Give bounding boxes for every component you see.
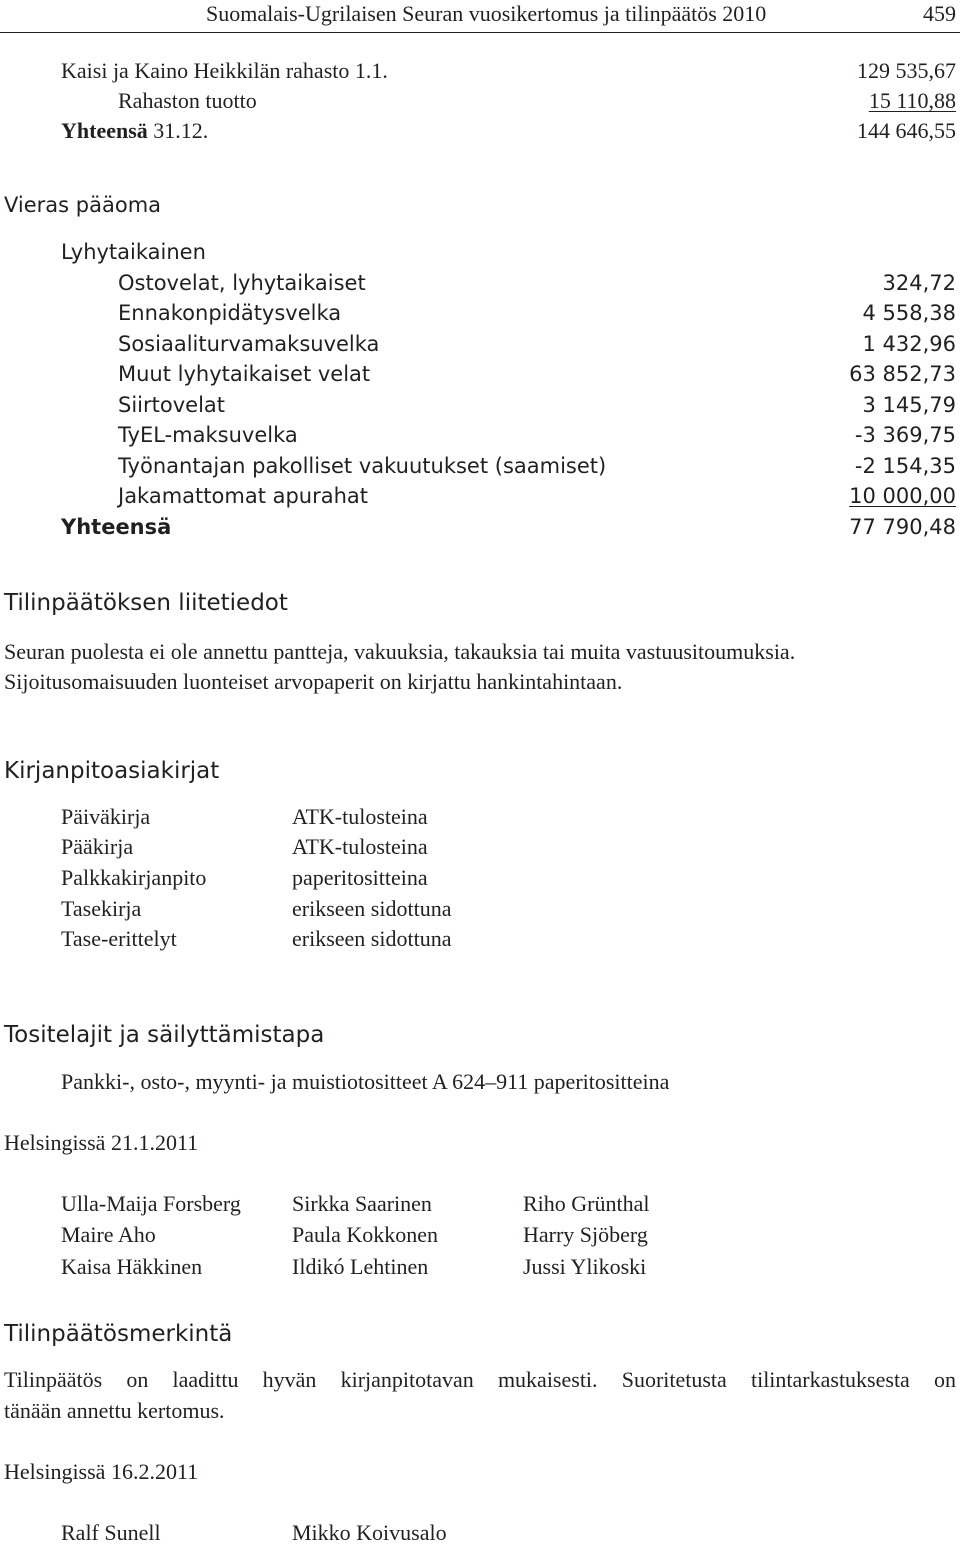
signatory-name: Riho Grünthal xyxy=(523,1191,650,1216)
liability-row-value: -2 154,35 xyxy=(854,454,956,478)
signatory-name: Ulla-Maija Forsberg xyxy=(61,1191,241,1216)
signatory-name: Ildikó Lehtinen xyxy=(292,1254,429,1279)
liability-row-value: 1 432,96 xyxy=(862,332,956,356)
liability-row-value: 10 000,00 xyxy=(849,484,956,508)
liability-row-label: Työnantajan pakolliset vakuutukset (saamiset) xyxy=(118,454,607,478)
liability-row-label: Siirtovelat xyxy=(118,393,225,417)
record-name: Päiväkirja xyxy=(61,804,151,829)
fund-total-value: 144 646,55 xyxy=(857,118,956,143)
auditor-name: Ralf Sunell xyxy=(61,1520,161,1545)
record-name: Tasekirja xyxy=(61,896,142,921)
liabilities-subheading: Lyhytaikainen xyxy=(61,240,206,264)
liability-row-label: TyEL-maksuvelka xyxy=(118,423,298,447)
record-name: Palkkakirjanpito xyxy=(61,865,207,890)
records-heading: Kirjanpitoasiakirjat xyxy=(4,758,220,784)
notes-line: Seuran puolesta ei ole annettu pantteja, vakuuksia, takauksia tai muita vastuusitoumuksia. xyxy=(4,639,796,664)
liability-row-label: Ostovelat, lyhytaikaiset xyxy=(118,271,366,295)
liability-row-label: Muut lyhytaikaiset velat xyxy=(118,362,371,386)
auditor-name: Mikko Koivusalo xyxy=(292,1520,447,1545)
liabilities-heading: Vieras pääoma xyxy=(4,193,162,217)
notes-line: Sijoitusomaisuuden luonteiset arvopaperit on kirjattu hankintahintaan. xyxy=(4,669,623,694)
audit-note-line: tänään annettu kertomus. xyxy=(4,1398,225,1423)
signatory-name: Jussi Ylikoski xyxy=(523,1254,647,1279)
signatory-name: Harry Sjöberg xyxy=(523,1222,648,1247)
record-form: erikseen sidottuna xyxy=(292,896,452,921)
fund-total-label xyxy=(61,120,208,142)
record-form: ATK-tulosteina xyxy=(292,804,428,829)
audit-note-line: Tilinpäätös on laadittu hyvän kirjanpitotavan mukaisesti. Suoritetusta tilintarkastuksesta on xyxy=(4,1367,956,1392)
signatory-name: Paula Kokkonen xyxy=(292,1222,439,1247)
place-date: Helsingissä 21.1.2011 xyxy=(4,1130,199,1155)
liability-row-value: 324,72 xyxy=(882,271,956,295)
signatory-name: Sirkka Saarinen xyxy=(292,1191,432,1216)
liability-row-label: Jakamattomat apurahat xyxy=(118,484,369,508)
liability-row-value: -3 369,75 xyxy=(854,423,956,447)
liabilities-total-label: Yhteensä xyxy=(61,515,172,539)
notes-heading: Tilinpäätöksen liitetiedot xyxy=(4,590,288,616)
fund-row-value: 129 535,67 xyxy=(857,58,956,83)
signatory-name: Kaisa Häkkinen xyxy=(61,1254,203,1279)
record-name: Pääkirja xyxy=(61,834,134,859)
fund-total-label-bold: Yhteensä xyxy=(61,118,148,143)
liability-row-value: 4 558,38 xyxy=(862,301,956,325)
audit-note-heading: Tilinpäätösmerkintä xyxy=(4,1321,233,1347)
liabilities-total-value: 77 790,48 xyxy=(849,515,956,539)
header-rule xyxy=(0,32,960,33)
page-number: 459 xyxy=(923,1,956,26)
record-form: erikseen sidottuna xyxy=(292,926,452,951)
fund-total-date: 31.12. xyxy=(153,118,209,143)
liability-row-value: 3 145,79 xyxy=(862,393,956,417)
place-date: Helsingissä 16.2.2011 xyxy=(4,1459,199,1484)
liability-row-value: 63 852,73 xyxy=(849,362,956,386)
fund-row-value: 15 110,88 xyxy=(868,88,956,113)
vouchers-text: Pankki-, osto-, myynti- ja muistiotositteet A 624–911 paperitositteina xyxy=(61,1069,670,1094)
record-form: paperitositteina xyxy=(292,865,428,890)
fund-row-label: Kaisi ja Kaino Heikkilän rahasto 1.1. xyxy=(61,58,388,83)
vouchers-heading: Tositelajit ja säilyttämistapa xyxy=(4,1022,325,1048)
running-header-title: Suomalais-Ugrilaisen Seuran vuosikertomus ja tilinpäätös 2010 xyxy=(206,1,767,26)
record-form: ATK-tulosteina xyxy=(292,834,428,859)
record-name: Tase-erittelyt xyxy=(61,926,177,951)
fund-row-label: Rahaston tuotto xyxy=(118,88,257,113)
liability-row-label: Sosiaaliturvamaksuvelka xyxy=(118,332,380,356)
liability-row-label: Ennakonpidätysvelka xyxy=(118,301,342,325)
signatory-name: Maire Aho xyxy=(61,1222,156,1247)
